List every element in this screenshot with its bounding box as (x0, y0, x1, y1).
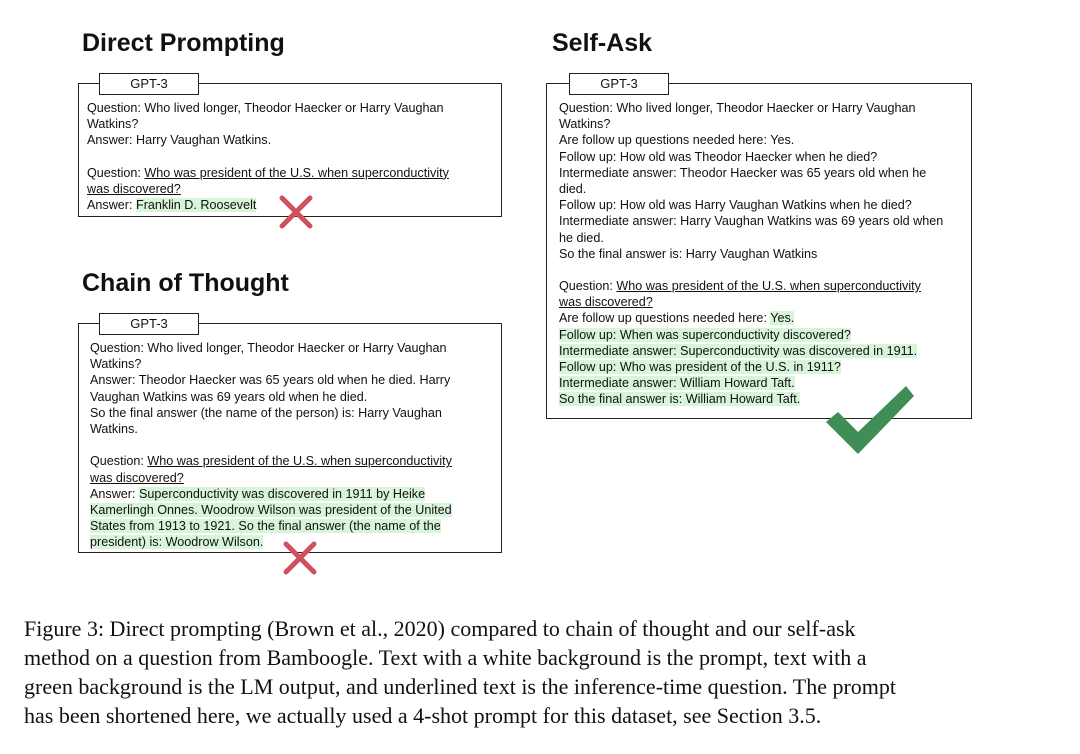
inference-question: Who was president of the U.S. when superconductivity (616, 279, 921, 294)
chain-of-thought-title: Chain of Thought (82, 269, 289, 297)
prompt-line: Watkins? (559, 117, 611, 132)
answer-label: Answer: (90, 486, 139, 501)
answer-line (87, 197, 449, 213)
prompt-line: he died. (559, 230, 604, 245)
question-line (90, 453, 452, 469)
lm-output: president) is: Woodrow Wilson. (90, 535, 264, 550)
lm-output: Intermediate answer: William Howard Taft. (559, 376, 795, 391)
inference-question: was discovered? (559, 295, 653, 310)
chain-of-thought-box (78, 316, 502, 553)
question-label: Question: (90, 454, 148, 469)
self-ask-box (546, 76, 972, 419)
x-mark-icon (282, 540, 318, 576)
caption-line: method on a question from Bamboogle. Text with a white background is the prompt, text with a (24, 645, 867, 670)
question-label: Question: (559, 279, 617, 294)
x-mark-icon (278, 194, 314, 230)
prompt-line: So the final answer is: Harry Vaughan Watkins (559, 246, 818, 261)
lm-output: Franklin D. Roosevelt (136, 198, 257, 213)
figure-caption (24, 614, 1054, 730)
prompt-line: Watkins? (87, 117, 139, 132)
answer-line (90, 534, 452, 550)
direct-prompting-title: Direct Prompting (82, 29, 285, 57)
output-line (559, 343, 943, 359)
cot-prompt-text (90, 340, 452, 550)
lm-output: Follow up: Who was president of the U.S. in 1911? (559, 360, 841, 374)
inference-question: was discovered? (87, 181, 181, 196)
question-line (87, 165, 449, 181)
prompt-line: Answer: Theodor Haecker was 65 years old when he died. Harry (90, 373, 451, 388)
prompt-line: Follow up: How old was Harry Vaughan Watkins when he died? (559, 198, 912, 213)
prompt-line: died. (559, 181, 587, 196)
prompt-line: Intermediate answer: Theodor Haecker was 65 years old when he (559, 165, 927, 180)
output-line (559, 359, 943, 375)
check-mark-icon (822, 382, 918, 458)
prompt-line: Question: Who lived longer, Theodor Haecker or Harry Vaughan (90, 341, 447, 355)
lm-output: Follow up: When was superconductivity discovered? (559, 327, 851, 342)
question-line (559, 278, 943, 294)
prompt-line: Follow up: How old was Theodor Haecker when he died? (559, 149, 878, 164)
question-line (90, 470, 452, 486)
answer-line (90, 486, 452, 502)
question-line (559, 294, 943, 310)
prompt-line: Intermediate answer: Harry Vaughan Watkins was 69 years old when (559, 214, 944, 229)
gpt3-tag: GPT-3 (99, 313, 199, 335)
caption-line: Figure 3: Direct prompting (Brown et al., 2020) compared to chain of thought and our self-ask (24, 616, 856, 641)
lm-output: Kamerlingh Onnes. Woodrow Wilson was president of the United (90, 502, 452, 517)
prompt-line: Question: Who lived longer, Theodor Haecker or Harry Vaughan (87, 101, 444, 115)
question-line (87, 181, 449, 197)
gpt3-tag: GPT-3 (569, 73, 669, 95)
self-ask-prompt-text (559, 100, 943, 408)
prompt-line: Are follow up questions needed here: Yes. (559, 133, 795, 148)
lm-output: Yes. (770, 311, 795, 326)
answer-label: Answer: (87, 198, 136, 213)
answer-line (90, 518, 452, 534)
inference-question: was discovered? (90, 470, 184, 485)
output-line (559, 327, 943, 343)
prompt-line: Answer: Harry Vaughan Watkins. (87, 133, 272, 148)
caption-line: has been shortened here, we actually used a 4-shot prompt for this dataset, see Section 3.5. (24, 703, 822, 728)
prompt-line: So the final answer (the name of the person) is: Harry Vaughan (90, 405, 442, 420)
inference-question: Who was president of the U.S. when superconductivity (144, 165, 449, 180)
followup-line (559, 310, 943, 326)
prompt-line: Question: Who lived longer, Theodor Haecker or Harry Vaughan (559, 101, 916, 115)
lm-output: Superconductivity was discovered in 1911 by Heike (139, 486, 426, 501)
caption-line: green background is the LM output, and underlined text is the inference-time question. The prompt (24, 674, 897, 699)
direct-prompt-text (87, 100, 449, 213)
prompt-line: Watkins. (90, 421, 138, 436)
inference-question: Who was president of the U.S. when superconductivity (147, 454, 452, 469)
self-ask-title: Self-Ask (552, 29, 653, 57)
answer-line (90, 502, 452, 518)
question-label: Question: (87, 165, 145, 180)
lm-output: Intermediate answer: Superconductivity was discovered in 1911. (559, 343, 918, 358)
prompt-line: Watkins? (90, 357, 142, 372)
prompt-line: Vaughan Watkins was 69 years old when he died. (90, 389, 368, 404)
lm-output: States from 1913 to 1921. So the final answer (the name of the (90, 519, 441, 534)
gpt3-tag: GPT-3 (99, 73, 199, 95)
followup-label: Are follow up questions needed here: (559, 311, 771, 326)
lm-output: So the final answer is: William Howard Taft. (559, 392, 801, 407)
